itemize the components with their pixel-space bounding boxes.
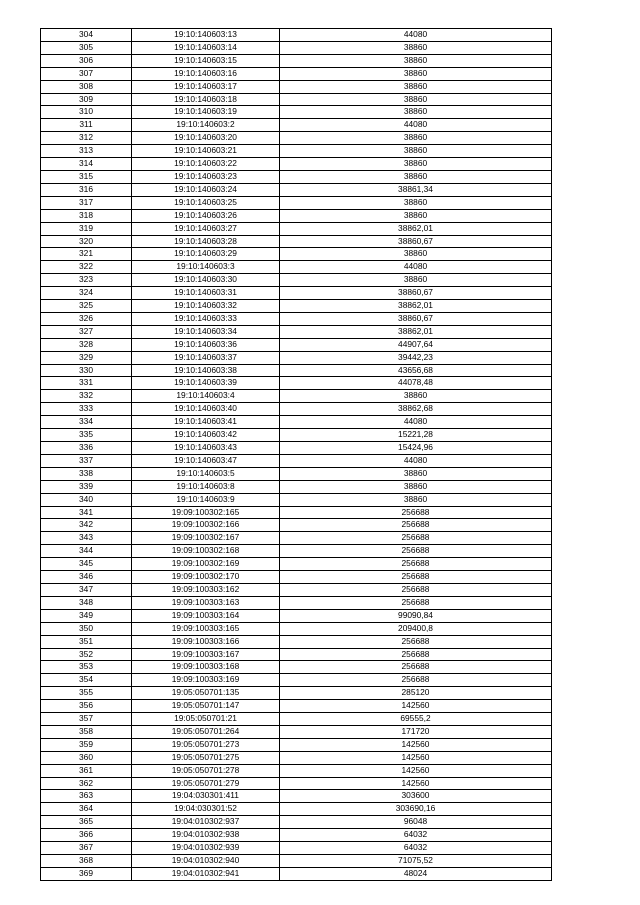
table-row (41, 158, 552, 171)
cadastral-number-cell: 19:10:140603:14 (132, 41, 280, 54)
table-row (41, 248, 552, 261)
row-number-cell: 317 (41, 196, 132, 209)
value-cell: 44907,64 (280, 338, 552, 351)
cadastral-number-cell: 19:10:140603:32 (132, 300, 280, 313)
table-row (41, 519, 552, 532)
value-cell: 209400,8 (280, 622, 552, 635)
row-number-cell: 316 (41, 183, 132, 196)
value-cell: 256688 (280, 558, 552, 571)
cadastral-number-cell: 19:10:140603:31 (132, 287, 280, 300)
table-row (41, 829, 552, 842)
row-number-cell: 310 (41, 106, 132, 119)
row-number-cell: 365 (41, 816, 132, 829)
cadastral-number-cell: 19:10:140603:9 (132, 493, 280, 506)
cadastral-number-cell: 19:10:140603:22 (132, 158, 280, 171)
value-cell: 38860 (280, 54, 552, 67)
cadastral-number-cell: 19:05:050701:21 (132, 713, 280, 726)
value-cell: 142560 (280, 764, 552, 777)
value-cell: 38860 (280, 106, 552, 119)
cadastral-number-cell: 19:05:050701:275 (132, 751, 280, 764)
value-cell: 256688 (280, 532, 552, 545)
table-row (41, 661, 552, 674)
table-row (41, 312, 552, 325)
value-cell: 303690,16 (280, 803, 552, 816)
value-cell: 38860,67 (280, 235, 552, 248)
value-cell: 38860 (280, 170, 552, 183)
row-number-cell: 368 (41, 855, 132, 868)
cadastral-number-cell: 19:10:140603:20 (132, 132, 280, 145)
cadastral-number-cell: 19:04:030301:52 (132, 803, 280, 816)
value-cell: 142560 (280, 738, 552, 751)
table-row (41, 338, 552, 351)
cadastral-number-cell: 19:10:140603:16 (132, 67, 280, 80)
value-cell: 142560 (280, 777, 552, 790)
row-number-cell: 331 (41, 377, 132, 390)
row-number-cell: 359 (41, 738, 132, 751)
table-row (41, 29, 552, 42)
table-row (41, 816, 552, 829)
value-cell: 38860 (280, 93, 552, 106)
row-number-cell: 335 (41, 429, 132, 442)
value-cell: 38860 (280, 158, 552, 171)
value-cell: 38860 (280, 145, 552, 158)
cadastral-number-cell: 19:05:050701:278 (132, 764, 280, 777)
table-row (41, 67, 552, 80)
row-number-cell: 321 (41, 248, 132, 261)
row-number-cell: 304 (41, 29, 132, 42)
cadastral-number-cell: 19:09:100302:168 (132, 545, 280, 558)
table-row (41, 429, 552, 442)
row-number-cell: 350 (41, 622, 132, 635)
row-number-cell: 334 (41, 416, 132, 429)
value-cell: 38860 (280, 480, 552, 493)
table-row (41, 855, 552, 868)
row-number-cell: 325 (41, 300, 132, 313)
row-number-cell: 318 (41, 209, 132, 222)
row-number-cell: 326 (41, 312, 132, 325)
data-table (40, 28, 552, 881)
table-row (41, 325, 552, 338)
row-number-cell: 312 (41, 132, 132, 145)
row-number-cell: 341 (41, 506, 132, 519)
table-row (41, 532, 552, 545)
cadastral-number-cell: 19:09:100303:169 (132, 674, 280, 687)
row-number-cell: 338 (41, 467, 132, 480)
cadastral-number-cell: 19:09:100303:163 (132, 596, 280, 609)
value-cell: 256688 (280, 635, 552, 648)
row-number-cell: 307 (41, 67, 132, 80)
cadastral-number-cell: 19:05:050701:135 (132, 687, 280, 700)
value-cell: 44080 (280, 261, 552, 274)
table-row (41, 145, 552, 158)
table-body (41, 29, 552, 881)
row-number-cell: 305 (41, 41, 132, 54)
table-row (41, 764, 552, 777)
row-number-cell: 349 (41, 609, 132, 622)
table-row (41, 493, 552, 506)
row-number-cell: 340 (41, 493, 132, 506)
cadastral-number-cell: 19:09:100303:162 (132, 583, 280, 596)
table-row (41, 648, 552, 661)
cadastral-number-cell: 19:10:140603:24 (132, 183, 280, 196)
table-row (41, 41, 552, 54)
row-number-cell: 306 (41, 54, 132, 67)
row-number-cell: 337 (41, 454, 132, 467)
row-number-cell: 355 (41, 687, 132, 700)
row-number-cell: 328 (41, 338, 132, 351)
value-cell: 44080 (280, 119, 552, 132)
cadastral-number-cell: 19:10:140603:2 (132, 119, 280, 132)
table-row (41, 867, 552, 880)
cadastral-number-cell: 19:09:100303:167 (132, 648, 280, 661)
cadastral-number-cell: 19:10:140603:21 (132, 145, 280, 158)
table-row (41, 442, 552, 455)
table-row (41, 261, 552, 274)
table-row (41, 106, 552, 119)
cadastral-number-cell: 19:10:140603:3 (132, 261, 280, 274)
row-number-cell: 343 (41, 532, 132, 545)
value-cell: 64032 (280, 842, 552, 855)
value-cell: 71075,52 (280, 855, 552, 868)
row-number-cell: 308 (41, 80, 132, 93)
value-cell: 44080 (280, 416, 552, 429)
row-number-cell: 358 (41, 725, 132, 738)
value-cell: 256688 (280, 571, 552, 584)
value-cell: 256688 (280, 545, 552, 558)
value-cell: 38860,67 (280, 287, 552, 300)
row-number-cell: 360 (41, 751, 132, 764)
value-cell: 256688 (280, 519, 552, 532)
value-cell: 38860 (280, 132, 552, 145)
cadastral-number-cell: 19:10:140603:4 (132, 390, 280, 403)
table-row (41, 377, 552, 390)
cadastral-number-cell: 19:09:100303:166 (132, 635, 280, 648)
row-number-cell: 345 (41, 558, 132, 571)
table-row (41, 790, 552, 803)
row-number-cell: 322 (41, 261, 132, 274)
table-row (41, 674, 552, 687)
value-cell: 38862,01 (280, 300, 552, 313)
table-row (41, 738, 552, 751)
table-row (41, 635, 552, 648)
row-number-cell: 313 (41, 145, 132, 158)
cadastral-number-cell: 19:10:140603:5 (132, 467, 280, 480)
value-cell: 48024 (280, 867, 552, 880)
table-row (41, 274, 552, 287)
table-row (41, 351, 552, 364)
value-cell: 38860 (280, 467, 552, 480)
row-number-cell: 327 (41, 325, 132, 338)
cadastral-number-cell: 19:10:140603:26 (132, 209, 280, 222)
table-row (41, 287, 552, 300)
value-cell: 96048 (280, 816, 552, 829)
table-row (41, 583, 552, 596)
value-cell: 256688 (280, 674, 552, 687)
table-row (41, 713, 552, 726)
cadastral-number-cell: 19:10:140603:19 (132, 106, 280, 119)
row-number-cell: 315 (41, 170, 132, 183)
row-number-cell: 333 (41, 403, 132, 416)
table-row (41, 725, 552, 738)
value-cell: 38860 (280, 248, 552, 261)
cadastral-number-cell: 19:10:140603:43 (132, 442, 280, 455)
table-row (41, 364, 552, 377)
cadastral-number-cell: 19:10:140603:23 (132, 170, 280, 183)
cadastral-number-cell: 19:10:140603:28 (132, 235, 280, 248)
cadastral-number-cell: 19:09:100302:165 (132, 506, 280, 519)
table-row (41, 687, 552, 700)
row-number-cell: 324 (41, 287, 132, 300)
row-number-cell: 320 (41, 235, 132, 248)
value-cell: 43656,68 (280, 364, 552, 377)
cadastral-number-cell: 19:04:010302:939 (132, 842, 280, 855)
table-row (41, 571, 552, 584)
table-row (41, 596, 552, 609)
cadastral-number-cell: 19:10:140603:25 (132, 196, 280, 209)
value-cell: 38862,01 (280, 222, 552, 235)
value-cell: 39442,23 (280, 351, 552, 364)
row-number-cell: 356 (41, 700, 132, 713)
table-row (41, 609, 552, 622)
cadastral-number-cell: 19:04:030301:411 (132, 790, 280, 803)
table-row (41, 209, 552, 222)
cadastral-number-cell: 19:10:140603:17 (132, 80, 280, 93)
cadastral-number-cell: 19:10:140603:30 (132, 274, 280, 287)
value-cell: 44080 (280, 454, 552, 467)
cadastral-number-cell: 19:04:010302:940 (132, 855, 280, 868)
table-row (41, 54, 552, 67)
value-cell: 44078,48 (280, 377, 552, 390)
value-cell: 38862,68 (280, 403, 552, 416)
value-cell: 38860,67 (280, 312, 552, 325)
table-row (41, 842, 552, 855)
row-number-cell: 309 (41, 93, 132, 106)
table-row (41, 751, 552, 764)
value-cell: 285120 (280, 687, 552, 700)
row-number-cell: 364 (41, 803, 132, 816)
value-cell: 256688 (280, 661, 552, 674)
row-number-cell: 314 (41, 158, 132, 171)
value-cell: 38860 (280, 41, 552, 54)
value-cell: 256688 (280, 648, 552, 661)
row-number-cell: 339 (41, 480, 132, 493)
value-cell: 15424,96 (280, 442, 552, 455)
cadastral-number-cell: 19:05:050701:273 (132, 738, 280, 751)
table-row (41, 93, 552, 106)
cadastral-number-cell: 19:10:140603:38 (132, 364, 280, 377)
cadastral-number-cell: 19:10:140603:34 (132, 325, 280, 338)
cadastral-number-cell: 19:09:100303:168 (132, 661, 280, 674)
row-number-cell: 319 (41, 222, 132, 235)
value-cell: 38860 (280, 80, 552, 93)
cadastral-number-cell: 19:04:010302:938 (132, 829, 280, 842)
table-row (41, 119, 552, 132)
table-row (41, 222, 552, 235)
value-cell: 99090,84 (280, 609, 552, 622)
table-row (41, 132, 552, 145)
value-cell: 38862,01 (280, 325, 552, 338)
cadastral-number-cell: 19:10:140603:15 (132, 54, 280, 67)
row-number-cell: 323 (41, 274, 132, 287)
row-number-cell: 357 (41, 713, 132, 726)
table-row (41, 622, 552, 635)
row-number-cell: 362 (41, 777, 132, 790)
value-cell: 69555,2 (280, 713, 552, 726)
value-cell: 38861,34 (280, 183, 552, 196)
value-cell: 142560 (280, 751, 552, 764)
cadastral-number-cell: 19:09:100303:164 (132, 609, 280, 622)
cadastral-number-cell: 19:10:140603:37 (132, 351, 280, 364)
table-row (41, 506, 552, 519)
value-cell: 38860 (280, 196, 552, 209)
table-row (41, 777, 552, 790)
table-row (41, 80, 552, 93)
table-row (41, 403, 552, 416)
value-cell: 256688 (280, 583, 552, 596)
row-number-cell: 336 (41, 442, 132, 455)
cadastral-number-cell: 19:10:140603:8 (132, 480, 280, 493)
cadastral-number-cell: 19:05:050701:279 (132, 777, 280, 790)
row-number-cell: 354 (41, 674, 132, 687)
cadastral-number-cell: 19:09:100302:170 (132, 571, 280, 584)
row-number-cell: 352 (41, 648, 132, 661)
value-cell: 38860 (280, 209, 552, 222)
cadastral-number-cell: 19:10:140603:27 (132, 222, 280, 235)
table-row (41, 803, 552, 816)
cadastral-number-cell: 19:10:140603:41 (132, 416, 280, 429)
document-page (40, 28, 551, 881)
table-row (41, 196, 552, 209)
value-cell: 64032 (280, 829, 552, 842)
value-cell: 38860 (280, 493, 552, 506)
cadastral-number-cell: 19:10:140603:13 (132, 29, 280, 42)
row-number-cell: 344 (41, 545, 132, 558)
cadastral-number-cell: 19:10:140603:29 (132, 248, 280, 261)
table-row (41, 454, 552, 467)
table-row (41, 390, 552, 403)
cadastral-number-cell: 19:09:100302:167 (132, 532, 280, 545)
cadastral-number-cell: 19:09:100302:166 (132, 519, 280, 532)
value-cell: 15221,28 (280, 429, 552, 442)
row-number-cell: 347 (41, 583, 132, 596)
row-number-cell: 361 (41, 764, 132, 777)
cadastral-number-cell: 19:10:140603:33 (132, 312, 280, 325)
cadastral-number-cell: 19:04:010302:937 (132, 816, 280, 829)
value-cell: 256688 (280, 506, 552, 519)
cadastral-number-cell: 19:10:140603:39 (132, 377, 280, 390)
table-row (41, 558, 552, 571)
table-row (41, 300, 552, 313)
row-number-cell: 311 (41, 119, 132, 132)
table-row (41, 480, 552, 493)
cadastral-number-cell: 19:09:100302:169 (132, 558, 280, 571)
row-number-cell: 353 (41, 661, 132, 674)
table-row (41, 183, 552, 196)
row-number-cell: 348 (41, 596, 132, 609)
cadastral-number-cell: 19:04:010302:941 (132, 867, 280, 880)
row-number-cell: 332 (41, 390, 132, 403)
value-cell: 38860 (280, 67, 552, 80)
row-number-cell: 342 (41, 519, 132, 532)
row-number-cell: 330 (41, 364, 132, 377)
cadastral-number-cell: 19:10:140603:40 (132, 403, 280, 416)
value-cell: 256688 (280, 596, 552, 609)
cadastral-number-cell: 19:10:140603:47 (132, 454, 280, 467)
row-number-cell: 329 (41, 351, 132, 364)
row-number-cell: 367 (41, 842, 132, 855)
row-number-cell: 346 (41, 571, 132, 584)
table-row (41, 235, 552, 248)
row-number-cell: 363 (41, 790, 132, 803)
value-cell: 44080 (280, 29, 552, 42)
value-cell: 303600 (280, 790, 552, 803)
cadastral-number-cell: 19:09:100303:165 (132, 622, 280, 635)
cadastral-number-cell: 19:10:140603:18 (132, 93, 280, 106)
table-row (41, 467, 552, 480)
table-row (41, 170, 552, 183)
cadastral-number-cell: 19:05:050701:147 (132, 700, 280, 713)
value-cell: 38860 (280, 390, 552, 403)
cadastral-number-cell: 19:05:050701:264 (132, 725, 280, 738)
value-cell: 171720 (280, 725, 552, 738)
row-number-cell: 351 (41, 635, 132, 648)
row-number-cell: 369 (41, 867, 132, 880)
table-row (41, 700, 552, 713)
value-cell: 38860 (280, 274, 552, 287)
value-cell: 142560 (280, 700, 552, 713)
row-number-cell: 366 (41, 829, 132, 842)
cadastral-number-cell: 19:10:140603:36 (132, 338, 280, 351)
table-row (41, 545, 552, 558)
table-row (41, 416, 552, 429)
cadastral-number-cell: 19:10:140603:42 (132, 429, 280, 442)
